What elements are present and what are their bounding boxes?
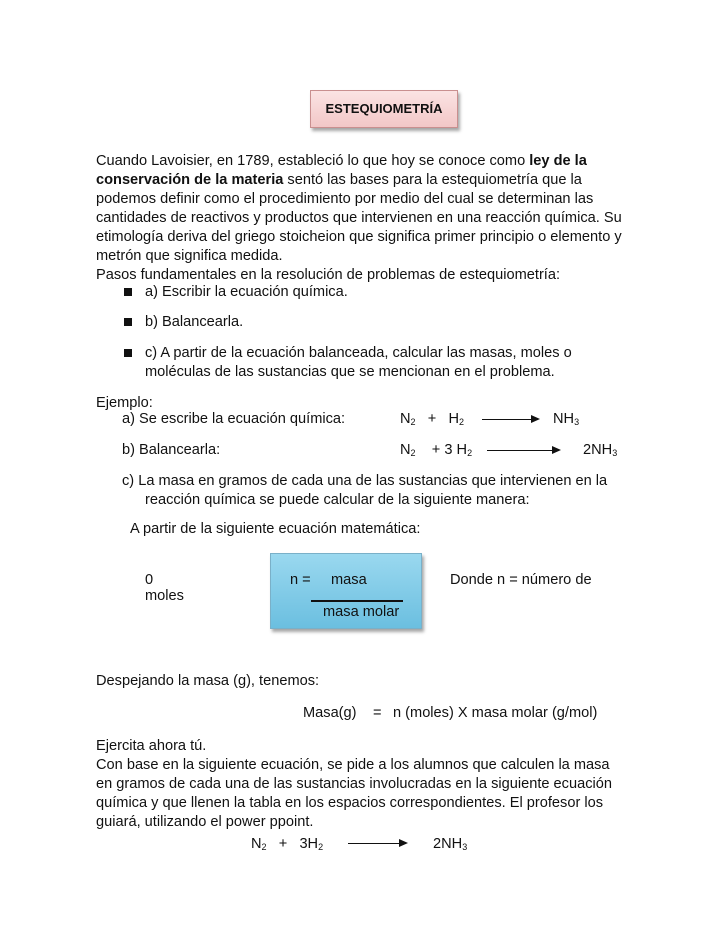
exercise-heading: Ejercita ahora tú.	[96, 738, 207, 754]
formula-n-equals: n =	[290, 572, 311, 588]
exercise-reactants: $N_2$ + $3H_2$	[251, 836, 324, 852]
step-b: b) Balancearla.	[145, 314, 244, 330]
reaction-arrow-icon	[348, 843, 406, 844]
formula-moles: moles	[145, 588, 184, 604]
equation-a-reactants: $N_2$ + $H_2$	[400, 411, 464, 427]
reaction-arrow-icon	[487, 450, 559, 451]
example-a-label: a) Se escribe la ecuación química:	[122, 411, 346, 427]
intro-text-2: sentó las bases para la estequiometría que la podemos definir como el procedimiento por medio del cual se determinan las cantidades de reactivos y productos que intervienen en una reacción química. Su etimología deriva del griego stoicheion que significa primer principio o elemento y metrón que significa medida.	[96, 172, 622, 264]
example-heading: Ejemplo:	[96, 395, 153, 411]
reaction-arrow-icon	[482, 419, 538, 420]
equation-a-product: $NH_3$	[553, 411, 580, 427]
bullet-icon	[124, 318, 132, 326]
formula-donde: Donde n = número de	[450, 572, 592, 588]
example-c-line1: c) La masa en gramos de cada una de las sustancias que intervienen en la	[122, 473, 608, 489]
despeje-equals: =	[373, 705, 382, 721]
example-b-label: b) Balancearla:	[122, 442, 221, 458]
equation-intro: A partir de la siguiente ecuación matemática:	[130, 521, 421, 537]
formula-masa: masa	[331, 572, 367, 588]
step-c-line2: moléculas de las sustancias que se mencionan en el problema.	[145, 364, 555, 380]
fraction-bar	[311, 600, 403, 602]
bullet-icon	[124, 349, 132, 357]
step-c-line1: c) A partir de la ecuación balanceada, calcular las masas, moles o	[145, 345, 572, 361]
despeje-text: Despejando la masa (g), tenemos:	[96, 673, 320, 689]
bullet-icon	[124, 288, 132, 296]
equation-b-reactants: $N_2$ + 3 $H_2$	[400, 442, 473, 458]
intro-paragraph	[96, 152, 626, 266]
document-title: ESTEQUIOMETRÍA	[310, 90, 458, 128]
steps-heading: Pasos fundamentales en la resolución de problemas de estequiometría:	[96, 267, 561, 283]
step-a: a) Escribir la ecuación química.	[145, 284, 348, 300]
intro-bold-law: ley de la conservación de la materia	[96, 153, 587, 188]
exercise-product: $2NH_3$	[433, 836, 468, 852]
example-c-line2: reacción química se puede calcular de la siguiente manera:	[145, 492, 530, 508]
equation-b-product: $2NH_3$	[583, 442, 618, 458]
formula-zero: 0	[145, 572, 154, 588]
intro-text-1: Cuando Lavoisier, en 1789, estableció lo que hoy se conoce como	[96, 153, 530, 169]
formula-masa-molar: masa molar	[323, 604, 400, 620]
despeje-left: Masa(g)	[303, 705, 357, 721]
exercise-paragraph: Con base en la siguiente ecuación, se pide a los alumnos que calculen la masa en gramos de cada una de las sustancias involucradas en la siguiente ecuación química y que llenen la tabla en los espacios correspondientes. El profesor los guiará, utilizando el power ppoint.	[96, 757, 612, 830]
despeje-right: n (moles) X masa molar (g/mol)	[393, 705, 598, 721]
